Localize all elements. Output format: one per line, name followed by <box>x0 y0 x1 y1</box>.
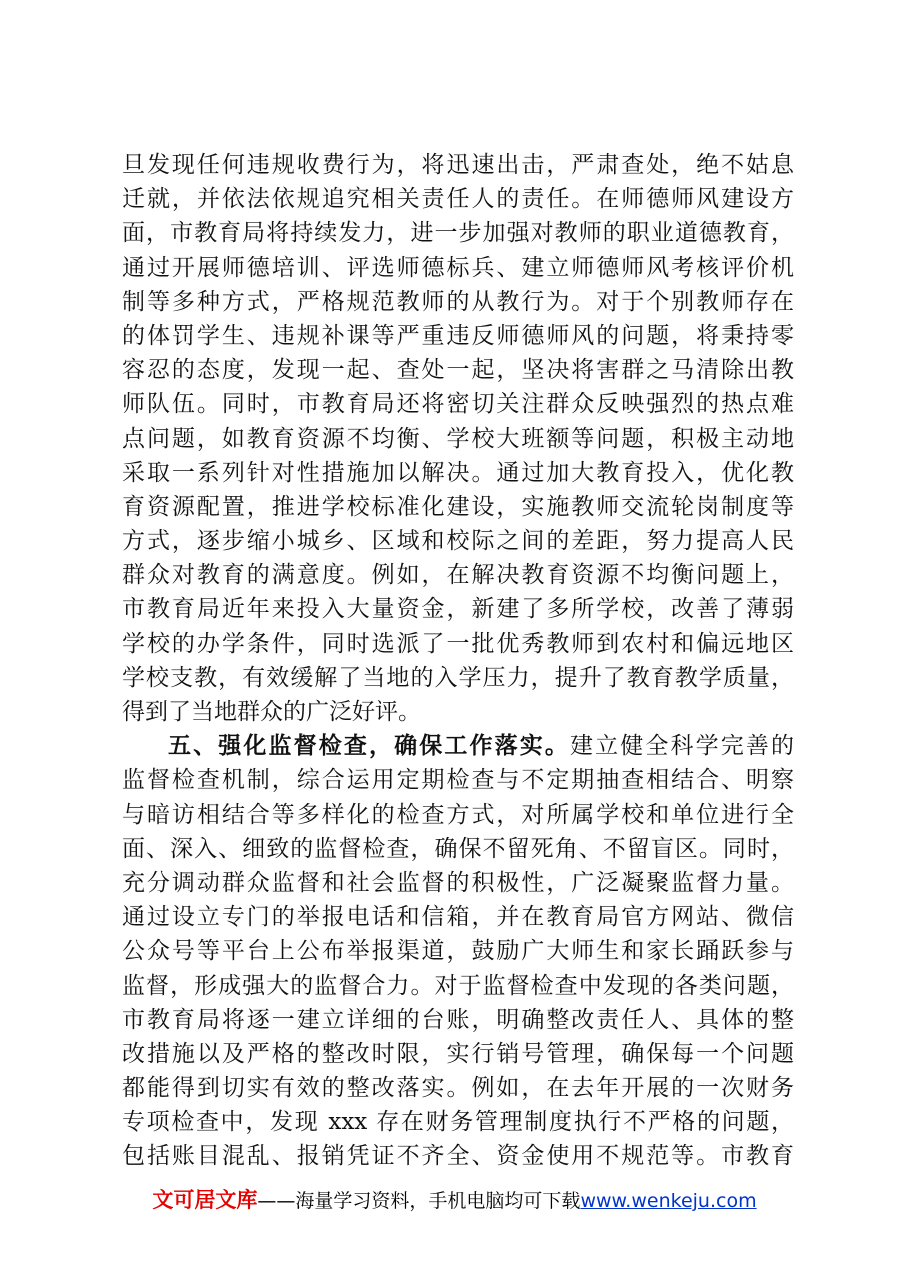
footer-link[interactable]: www.wenkeju.com <box>580 1190 757 1212</box>
text-line: 与暗访相结合等多样化的检查方式，对所属学校和单位进行全 <box>122 801 794 828</box>
heading-continuation: 建立健全科学完善的 <box>570 733 794 760</box>
document-body <box>122 148 794 1174</box>
text-line: 采取一系列针对性措施加以解决。通过加大教育投入，优化教 <box>122 459 794 486</box>
text-line: 专项检查中，发现 xxx 存在财务管理制度执行不严格的问题， <box>122 1109 794 1136</box>
text-line: 方式，逐步缩小城乡、区域和校际之间的差距，努力提高人民 <box>122 528 794 555</box>
text-line: 育资源配置，推进学校标准化建设，实施教师交流轮岗制度等 <box>122 493 794 520</box>
footer-brand: 文可居文库 <box>152 1188 258 1212</box>
text-line: 面、深入、细致的监督检查，确保不留死角、不留盲区。同时， <box>122 835 794 862</box>
text-line: 容忍的态度，发现一起、查处一起，坚决将害群之马清除出教 <box>122 357 794 384</box>
footer-slogan: ——海量学习资料，手机电脑均可下载 <box>257 1190 581 1212</box>
text-line: 改措施以及严格的整改时限，实行销号管理，确保每一个问题 <box>122 1040 794 1067</box>
text-line: 通过设立专门的举报电话和信箱，并在教育局官方网站、微信 <box>122 904 794 931</box>
text-line: 面，市教育局将持续发力，进一步加强对教师的职业道德教育， <box>122 220 794 247</box>
section-heading: 五、强化监督检查，确保工作落实。 <box>168 733 570 760</box>
text-line: 监督，形成强大的监督合力。对于监督检查中发现的各类问题， <box>122 972 794 999</box>
footer-banner <box>0 1184 909 1214</box>
text-line: 市教育局近年来投入大量资金，新建了多所学校，改善了薄弱 <box>122 596 794 623</box>
text-line: 充分调动群众监督和社会监督的积极性，广泛凝聚监督力量。 <box>122 869 794 896</box>
text-line: 学校的办学条件，同时选派了一批优秀教师到农村和偏远地区 <box>122 630 794 657</box>
text-line: 迁就，并依法依规追究相关责任人的责任。在师德师风建设方 <box>122 186 794 213</box>
text-line: 群众对教育的满意度。例如，在解决教育资源不均衡问题上， <box>122 562 794 589</box>
text-line: 学校支教，有效缓解了当地的入学压力，提升了教育教学质量， <box>122 664 794 691</box>
text-line: 监督检查机制，综合运用定期检查与不定期抽查相结合、明察 <box>122 767 794 794</box>
text-line: 公众号等平台上公布举报渠道，鼓励广大师生和家长踊跃参与 <box>122 938 794 965</box>
text-line: 旦发现任何违规收费行为，将迅速出击，严肃查处，绝不姑息 <box>122 152 794 178</box>
text-line: 的体罚学生、违规补课等严重违反师德师风的问题，将秉持零 <box>122 322 794 349</box>
text-line: 制等多种方式，严格规范教师的从教行为。对于个别教师存在 <box>122 288 794 315</box>
text-line: 都能得到切实有效的整改落实。例如，在去年开展的一次财务 <box>122 1075 794 1102</box>
paragraph-2 <box>122 763 794 1173</box>
paragraph-1 <box>122 148 794 729</box>
text-line: 通过开展师德培训、评选师德标兵、建立师德师风考核评价机 <box>122 254 794 281</box>
text-line: 点问题，如教育资源不均衡、学校大班额等问题，积极主动地 <box>122 425 794 452</box>
text-line: 包括账目混乱、报销凭证不齐全、资金使用不规范等。市教育 <box>122 1143 794 1170</box>
paragraph-2-first-line <box>122 729 794 763</box>
text-line: 师队伍。同时，市教育局还将密切关注群众反映强烈的热点难 <box>122 391 794 418</box>
text-line: 市教育局将逐一建立详细的台账，明确整改责任人、具体的整 <box>122 1006 794 1033</box>
text-line: 得到了当地群众的广泛好评。 <box>122 699 421 725</box>
